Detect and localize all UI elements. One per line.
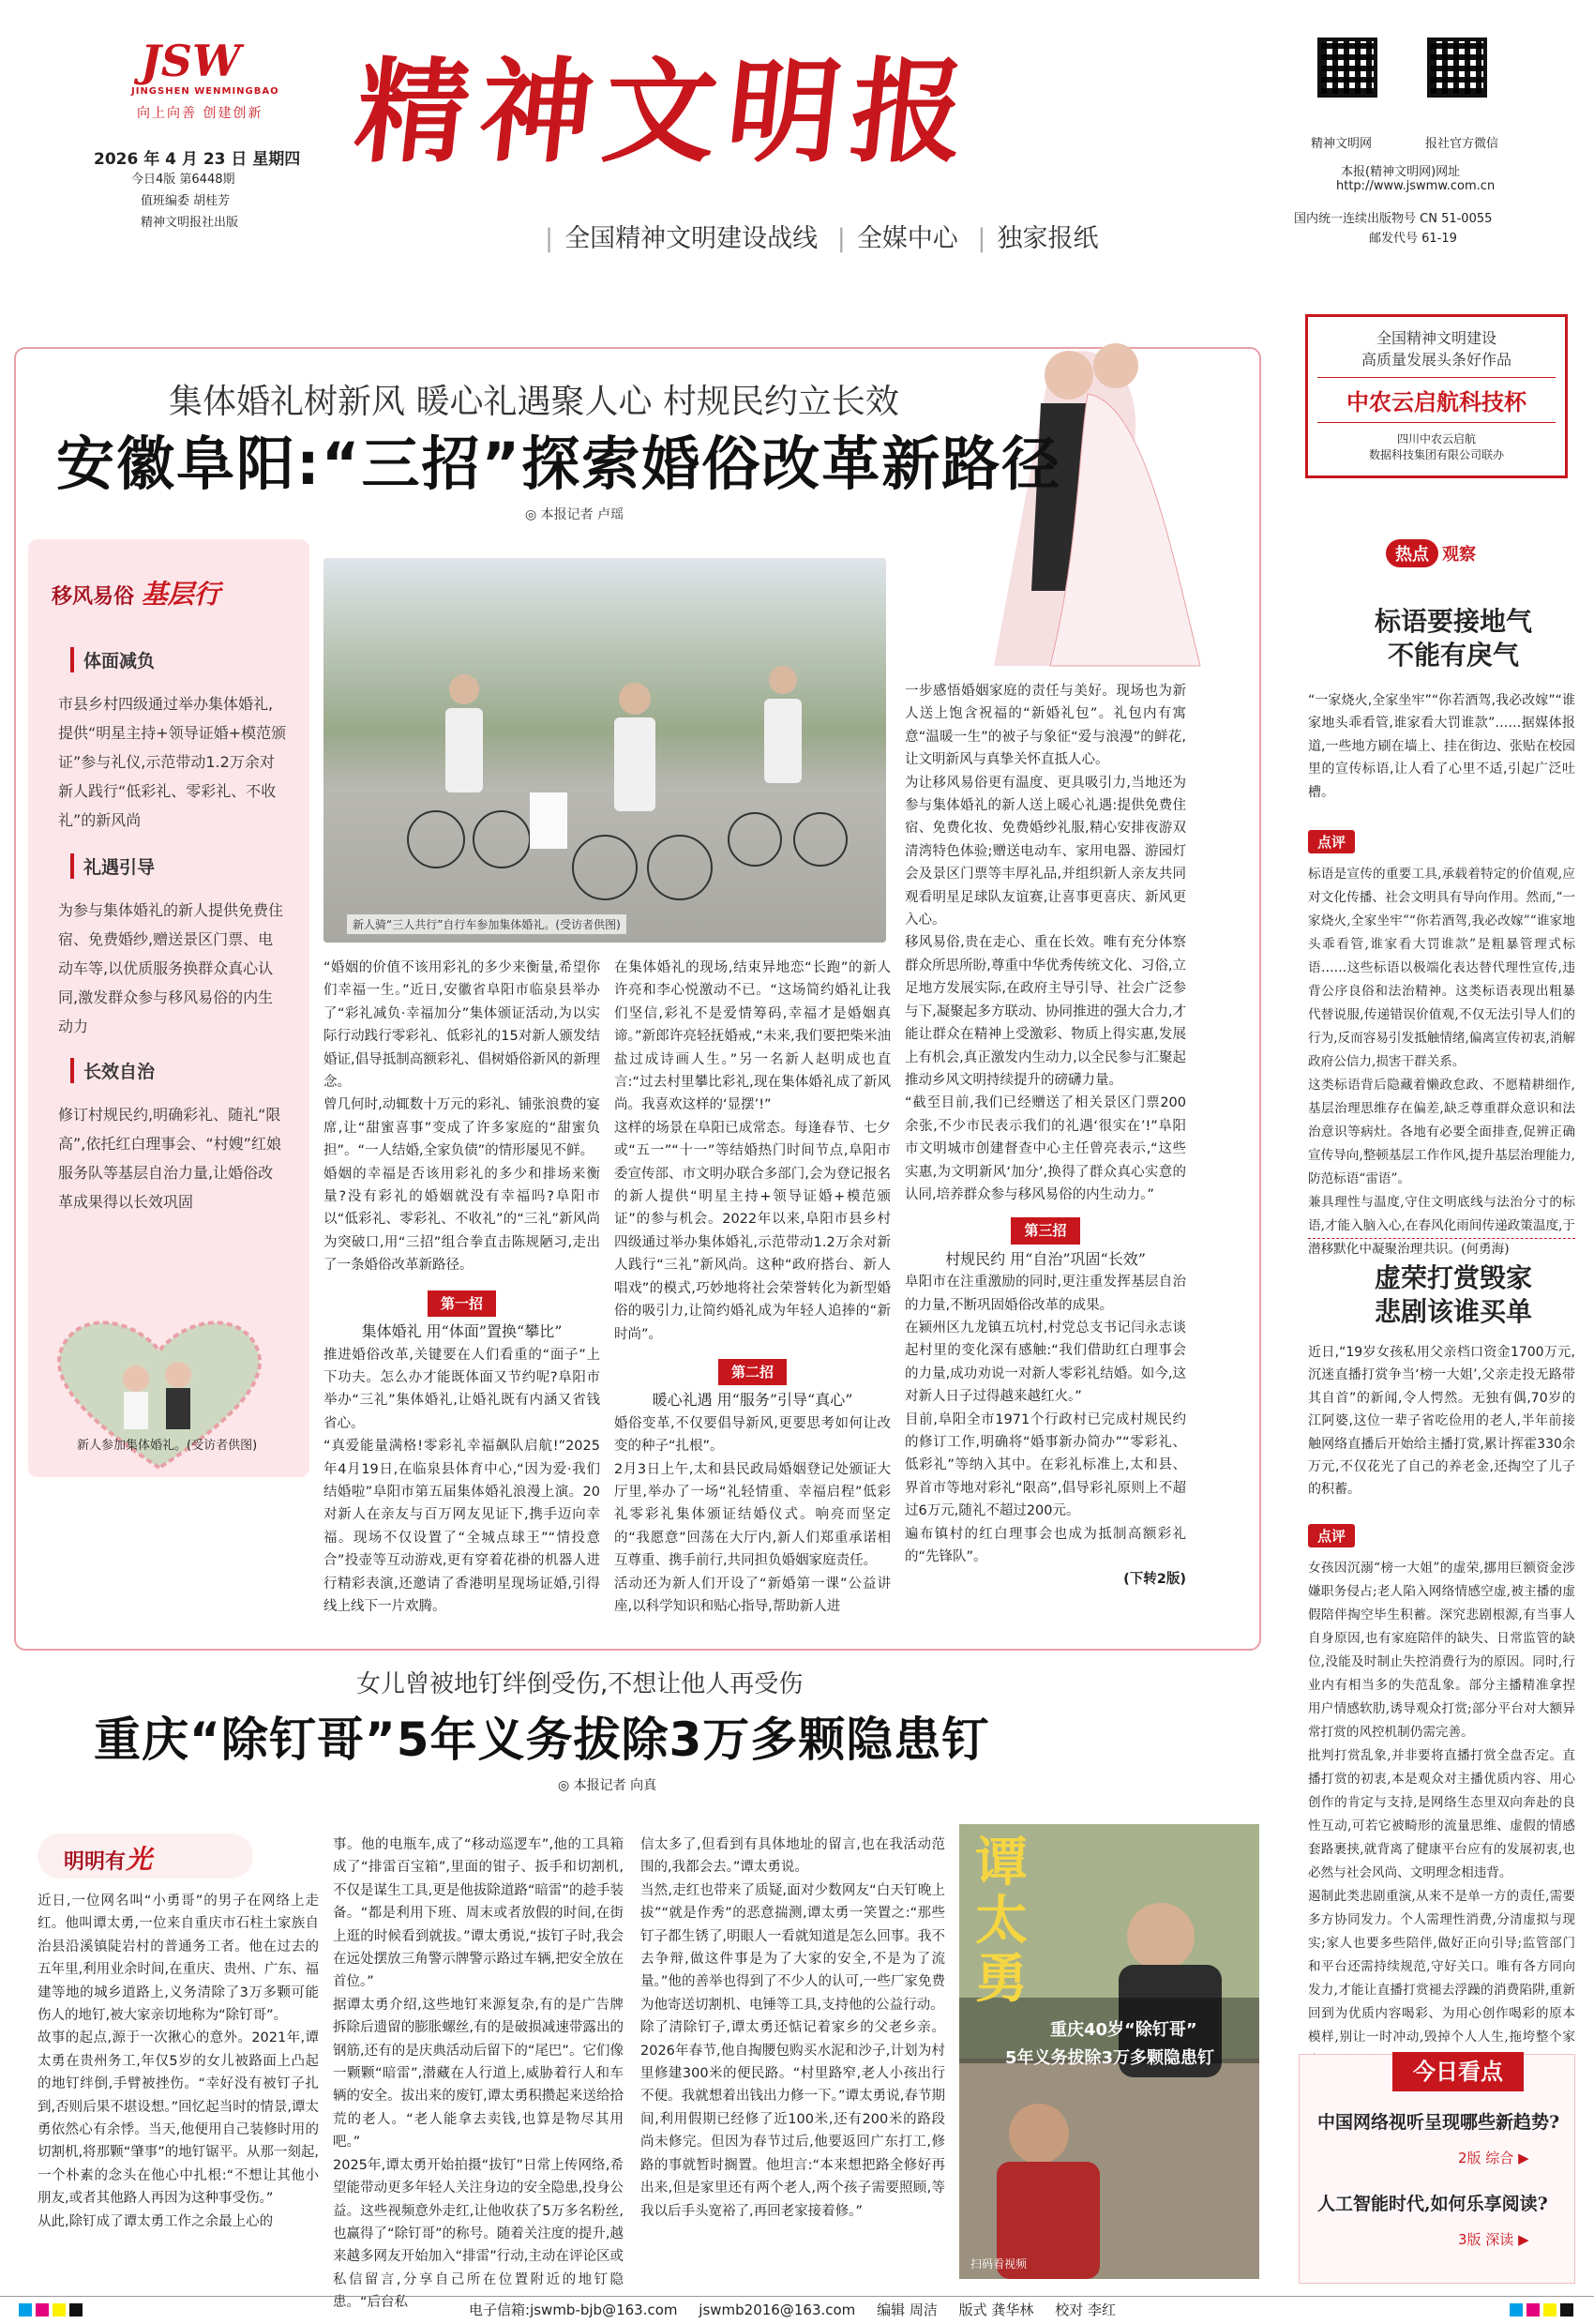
section-tag: 第二招 bbox=[718, 1359, 787, 1385]
publication-number: 国内统一连续出版物号 CN 51-0055 bbox=[1294, 212, 1493, 226]
paragraph: 阜阳市在注重激励的同时,更注重发挥基层自治的力量,不断巩固婚俗改革的成果。 bbox=[905, 1275, 1186, 1313]
paragraph: 在颍州区九龙镇五坑村,村党总支书记闫永志谈起村里的变化深有感触:“我们借助红白理事会的力量,成功劝说一对新人零彩礼结婚。如今,这对新人日子过得越来越红火。” bbox=[905, 1320, 1186, 1405]
today-highlights-title: 今日看点 bbox=[1392, 2052, 1524, 2091]
postal-code: 邮发代号 61-19 bbox=[1369, 232, 1457, 246]
photo-caption: 新人骑“三人共行”自行车参加集体婚礼。(受访者供图) bbox=[347, 914, 626, 934]
paragraph: 这样的场景在阜阳已成常态。每逢春节、七夕或“五一”“十一”等结婚热门时间节点,阜阳市委宣传部、市文明办联合多部门,会为登记报名的新人提供“明星主持+领导证婚+模范颁证”的参与机会。2022年以来,阜阳市县乡村四级通过举办集体婚礼,示范带动1.2万余对新人践行“三礼”新风尚。这种“政府搭台、新人唱戏”的模式,巧妙地将社会荣誉转化为新型婚俗的吸引力,让简约婚礼成为年轻人追捧的“新时尚”。 bbox=[614, 1120, 891, 1342]
footer bbox=[469, 2300, 1133, 2319]
channel-item[interactable]: 全媒中心 bbox=[856, 224, 958, 253]
heart-photo-caption: 新人参加集体婚礼。(受访者供图) bbox=[77, 1439, 258, 1453]
channel-bar: | 全国精神文明建设战线 | 全媒中心 | 独家报纸 bbox=[545, 224, 1099, 253]
story2-headline[interactable]: 重庆“除钉哥”5年义务拔除3万多颗隐患钉 bbox=[94, 1713, 990, 1767]
color-swatch bbox=[19, 2303, 32, 2316]
hot-badge-text: 观察 bbox=[1442, 545, 1476, 565]
qr-code-wechat[interactable] bbox=[1427, 38, 1487, 98]
lead-byline: ◎ 本报记者 卢瑶 bbox=[525, 507, 624, 522]
paragraph: “真爱能量满格!零彩礼幸福飙队启航!”2025年4月19日,在临泉县体育中心,“因为爱·我们结婚啦”阜阳市第五届集体婚礼浪漫上演。20对新人在亲友与百万网友见证下,携手迈向幸福。现场不仅设置了“全城点球王”“情投意合”投壶等互动游戏,更有穿着花褂的机器人进行精彩表演,还邀请了香港明星现场证婚,引得线上线下一片欢腾。 bbox=[323, 1439, 600, 1614]
publisher: 精神文明报社出版 bbox=[141, 216, 239, 230]
divider bbox=[1308, 1238, 1575, 1239]
sidebar-section-text: 为参与集体婚礼的新人提供免费住宿、免费婚纱,赠送景区门票、电动车等,以优质服务换群众真心认同,激发群众参与移风易俗的内生动力 bbox=[58, 901, 284, 1035]
today-item[interactable]: 中国网络视听呈现哪些新趋势? bbox=[1317, 2112, 1560, 2133]
website-label: 本报(精神文明网)网址 bbox=[1341, 165, 1461, 179]
paragraph: 推进婚俗改革,关键要在人们看重的“面子”上下功夫。怎么办才能既体面又节约呢?阜阳市举办“三礼”集体婚礼,让婚礼既有内涵又省钱省心。 bbox=[323, 1347, 600, 1431]
issue-date: 2026 年 4 月 23 日 星期四 bbox=[94, 150, 301, 169]
paragraph: 在集体婚礼的现场,结束异地恋“长跑”的新人许亮和李心悦激动不已。“这场简约婚礼让我们坚信,彩礼不是爱情筹码,幸福才是婚姻真谛。”新郎许亮轻抚婚戒,“未来,我们要把柴米油盐过成诗画人生。”另一名新人赵明成也直言:“过去村里攀比彩礼,现在集体婚礼成了新风尚。我喜欢这样的‘显摆’!” bbox=[614, 960, 891, 1113]
paragraph: 活动还为新人们开设了“新婚第一课”公益讲座,以科学知识和贴心指导,帮助新人进 bbox=[614, 1576, 891, 1614]
ad-sponsor: 四川中农云启航 bbox=[1396, 432, 1476, 445]
channel-item[interactable]: 独家报纸 bbox=[997, 224, 1099, 253]
commentary-2-comment: 女孩因沉溺“榜一大姐”的虚荣,挪用巨额资金涉嫌职务侵占;老人陷入网络情感空虚,被主播的虚假陪伴掏空毕生积蓄。深究悲剧根源,有当事人自身原因,也有家庭陪伴的缺失、日常监管的缺位,没能及时制止失控消费行为的原因。同时,行业内有相当多的失范乱象。部分主播精准拿捏用户情感软肋,诱导观众打赏;部分平台对大额异常打赏的风控机制仍需完善。 批判打赏乱象,并非要将直播打赏全盘否定。直播打赏的初衷,本是观众对主播优质内容、用心创作的肯定与支持,是网络生态里双向奔赴的良性互动,可若它被畸形的流量思维、虚假的情感套路裹挟,就背离了健康平台应有的发展初衷,也必然与社会风尚、文明理念相违背。 遏制此类悲剧重演,从来不是单一方的责任,需要多方协同发力。个人需理性消费,分清虚拟与现实;家人也要多些陪伴,做好正向引导;监管部门和平台还需持续规范,守好关口。唯有各方同向发力,才能让直播打赏褪去浮躁的消费陷阱,重新回到为优质内容喝彩、为用心创作喝彩的原本模样,别让一时冲动,毁掉个人人生,拖垮整个家 bbox=[1308, 1561, 1575, 2045]
scan-video-label[interactable]: 扫码看视频 bbox=[970, 2257, 1028, 2271]
commentary-2-title[interactable]: 虚荣打赏毁家 悲剧该谁买单 bbox=[1374, 1262, 1532, 1327]
footer-rule bbox=[0, 2296, 1594, 2297]
color-swatch bbox=[1560, 2303, 1573, 2316]
commentary-1-text: “一家烧火,全家坐牢”“你若酒驾,我必改嫁”“谁家地头乖看管,谁家看大罚谁款”……据媒体报道,一些地方刷在墙上、挂在街边、张贴在校园里的宣传标语,让人看了心里不适,引起广泛吐槽。 bbox=[1308, 693, 1575, 800]
section-heading: 集体婚礼 用“体面”置换“攀比” bbox=[361, 1322, 563, 1341]
lead-headline[interactable]: 安徽阜阳:“三招”探索婚俗改革新路径 bbox=[56, 430, 1062, 498]
newspaper-logo bbox=[141, 38, 253, 84]
lead-column-3 bbox=[905, 680, 1186, 1592]
logo-slogan: 向上向善 创建创新 bbox=[137, 106, 263, 121]
lead-kicker: 集体婚礼树新风 暖心礼遇聚人心 村规民约立长效 bbox=[169, 383, 899, 421]
qr-label-website: 精神文明网 bbox=[1311, 137, 1373, 151]
paragraph: 曾几何时,动辄数十万元的彩礼、铺张浪费的宴席,让“甜蜜喜事”变成了许多家庭的“甜蜜负担”。“一人结婚,全家负债”的情形屡见不鲜。 bbox=[323, 1097, 600, 1159]
sidebar-section-text: 市县乡村四级通过举办集体婚礼,提供“明星主持+领导证婚+模范颁证”参与礼仪,示范带动1.2万余对新人践行“低彩礼、零彩礼、不收礼”的新风尚 bbox=[58, 695, 287, 829]
paragraph: 2月3日上午,太和县民政局婚姻登记处颁证大厅里,举办了一场“礼轻情重、幸福启程”低彩礼零彩礼集体颁证结婚仪式。响亮而坚定的“我愿意”回荡在大厅内,新人们郑重承诺相互尊重、携手前行,共同担负婚姻家庭责任。 bbox=[614, 1461, 891, 1569]
color-swatch bbox=[53, 2303, 66, 2316]
hot-topic-badge bbox=[1386, 539, 1526, 577]
photo-name-overlay: 谭太勇 bbox=[975, 1832, 1028, 2010]
cycling-wedding-photo bbox=[323, 558, 886, 943]
sidebar-title-main: 移风易俗 bbox=[52, 585, 135, 609]
paragraph: 移风易俗,贵在走心、重在长效。唯有充分体察群众所思所盼,尊重中华优秀传统文化、习俗,立足地方发展实际,在政府主导引导、社会广泛参与下,凝聚起多方联动、协同推进的强大合力,才能让群众在精神上受激彩、物质上得实惠,发展上有机会,真正激发内生动力,以全民参与汇聚起推动乡风文明持续提升的磅礴力量。 bbox=[905, 935, 1186, 1088]
color-swatch bbox=[69, 2303, 83, 2316]
color-swatch bbox=[36, 2303, 49, 2316]
sidebar-section-text: 修订村规民约,明确彩礼、随礼“限高”,依托红白理事会、“村嫂”红娘服务队等基层自治力量,让婚俗改革成果得以长效巩固 bbox=[58, 1106, 281, 1211]
sidebar-section-heading: 体面减负 bbox=[70, 647, 155, 672]
website-url[interactable]: http://www.jswmw.com.cn bbox=[1336, 179, 1496, 193]
column-badge-text: 明明有 bbox=[64, 1850, 127, 1874]
today-item-link[interactable]: 3版 深读 ▶ bbox=[1458, 2231, 1529, 2248]
channel-item[interactable]: 全国精神文明建设战线 bbox=[564, 224, 819, 253]
section-heading: 村规民约 用“自治”巩固“长效” bbox=[945, 1249, 1146, 1268]
issue-pages: 今日4版 第6448期 bbox=[131, 173, 235, 187]
commentary-1-comment: 标语是宣传的重要工具,承载着特定的价值观,应对文化传播、社会文明具有导向作用。然而,“一家烧火,全家坐牢”“你若酒驾,我必改嫁”“谁家地头乖看管,谁家看大罚谁款”是粗暴管理式标语……这些标语以极端化表达替代理性宣传,违背公序良俗和法治精神。这类标语表现出粗暴代替说服,传递错误价值观,不仅无法引导人们的行为,反而容易引发抵触情绪,偏离宣传初衷,消解政府公信力,损害干群关系。 这类标语背后隐藏着懒政怠政、不愿精耕细作,基层治理思维存在偏差,缺乏尊重群众意识和法治意识等病灶。各地有必要全面排查,促辨正确宣传导向,整顿基层工作作风,提升基层治理能力,防范标语“雷语”。 兼具理性与温度,守住文明底线与法治分寸的标语,才能入脑入心,在春风化雨间传递政策温度,于潜移默化中凝聚治理共识。(何勇海) bbox=[1308, 867, 1575, 1257]
photo-overlay-caption: 重庆40岁“除钉哥” bbox=[1050, 2020, 1197, 2040]
footer-email[interactable]: jswmb2016@163.com bbox=[699, 2301, 856, 2318]
today-item[interactable]: 人工智能时代,如何乐享阅读? bbox=[1317, 2194, 1548, 2214]
newspaper-title: 精神文明报 bbox=[349, 46, 983, 178]
photo-overlay-caption: 5年义务拔除3万多颗隐患钉 bbox=[1005, 2048, 1215, 2068]
paragraph: 遍布镇村的红白理事会也成为抵制高额彩礼的“先锋队”。 bbox=[905, 1526, 1186, 1565]
story2-column-1: 近日,一位网名叫“小勇哥”的男子在网络上走红。他叫谭太勇,一位来自重庆市石柱土家族自治县沿溪镇陡岩村的普通务工者。他在过去的五年里,利用业余时间,在重庆、贵州、广东、福建等地的城乡道路上,义务清除了3万多颗可能伤人的地钉,被大家亲切地称为“除钉哥”。 故事的起点,源于一次揪心的意外。2021年,谭太勇在贵州务工,年仅5岁的女儿被路面上凸起的地钉绊倒,手臂被挫伤。“幸好没有被钉子扎到,否则后果不堪设想。”回忆起当时的情景,谭太勇依然心有余悸。当天,他便用自己装修时用的切割机,将那颗“肇事”的地钉锯平。从那一刻起,一个朴素的念头在他心中扎根:“不想让其他小朋友,或者其他路人再因为这种事受伤。” 从此,除钉成了谭太勇工作之余最上心的 bbox=[38, 1894, 319, 2229]
comment-tag-label: 点评 bbox=[1308, 830, 1355, 853]
footer-editor: 编辑 周洁 bbox=[877, 2301, 938, 2318]
logo-mark-text: JSW bbox=[141, 36, 241, 86]
footer-email[interactable]: jswmb-bjb@163.com bbox=[530, 2301, 678, 2318]
section-heading: 暖心礼遇 用“服务”引导“真心” bbox=[652, 1391, 853, 1410]
section-tag: 第三招 bbox=[1011, 1217, 1079, 1244]
color-swatch bbox=[1526, 2303, 1540, 2316]
column-badge-cursive: 光 bbox=[126, 1844, 153, 1875]
paragraph: “截至目前,我们已经赠送了相关景区门票200余张,不少市民表示我们的礼遇‘很实在’!”阜阳市文明城市创建督查中心主任曾亮表示,“这些实惠,为文明新风‘加分’,换得了群众真心实意的认同,培养群众参与移风易俗的内生动力。” bbox=[905, 1095, 1186, 1202]
paragraph: 婚姻的幸福是否该用彩礼的多少和排场来衡量?没有彩礼的婚姻就没有幸福吗?阜阳市以“低彩礼、零彩礼、不收礼”的“三礼”新风尚为突破口,用“三招”组合拳直击陈规陋习,走出了一条婚俗改革新路径。 bbox=[323, 1166, 600, 1274]
logo-english-name: JINGSHEN WENMINGBAO bbox=[131, 86, 279, 97]
column-badge bbox=[38, 1834, 253, 1879]
paragraph: 婚俗变革,不仅要倡导新风,更要思考如何让改变的种子“扎根”。 bbox=[614, 1415, 891, 1455]
sidebar-section-heading: 长效自治 bbox=[70, 1058, 155, 1083]
commentary-1-title[interactable]: 标语要接地气 不能有戾气 bbox=[1374, 606, 1532, 671]
lead-column-2 bbox=[614, 957, 891, 1618]
paragraph: 一步感悟婚姻家庭的责任与美好。现场也为新人送上饱含祝福的“新婚礼包”。礼包内有寓意“温暖一生”的被子与象征“爱与浪漫”的鲜花,让文明新风与真挚关怀直抵人心。 bbox=[905, 684, 1186, 768]
award-ad-box bbox=[1305, 314, 1568, 478]
footer-email-label: 电子信箱: bbox=[469, 2301, 531, 2318]
color-swatch bbox=[1510, 2303, 1523, 2316]
ad-line: 高质量发展头条好作品 bbox=[1361, 351, 1511, 369]
ad-sponsor: 数据科技集团有限公司联办 bbox=[1368, 448, 1504, 461]
paragraph: 为让移风易俗更有温度、更具吸引力,当地还为参与集体婚礼的新人送上暖心礼遇:提供免费住宿、免费化妆、免费婚纱礼服,精心安排夜游双清湾特色体验;赠送电动车、家用电器、游园灯会及景区门票等丰厚礼品,并组织新人亲友共同观看明星足球队友谊赛,让喜事更喜庆、新风更入心。 bbox=[905, 775, 1186, 928]
story2-kicker: 女儿曾被地钉绊倒受伤,不想让他人再受伤 bbox=[356, 1670, 804, 1698]
today-item-link[interactable]: 2版 综合 ▶ bbox=[1458, 2150, 1529, 2166]
comment-tag bbox=[1308, 1524, 1355, 1547]
paragraph: “婚姻的价值不该用彩礼的多少来衡量,希望你们幸福一生。”近日,安徽省阜阳市临泉县举办了“彩礼减负·幸福加分”集体颁证活动,为以实际行动践行零彩礼、低彩礼的15对新人颁发结婚证,倡导抵制高额彩礼、倡树婚俗新风的新理念。 bbox=[323, 960, 600, 1091]
comment-tag bbox=[1308, 830, 1355, 853]
qr-code-website[interactable] bbox=[1317, 38, 1377, 98]
story2-column-2: 事。他的电瓶车,成了“移动巡逻车”,他的工具箱成了“排雷百宝箱”,里面的钳子、扳手和切割机,不仅是谋生工具,更是他拔除道路“暗雷”的趁手装备。“都是利用下班、周末或者放假的时间,在街上逛的时候看到就拔。”谭太勇说,“拔钉子时,我会在远处摆放三角警示牌警示路过车辆,把安全放在首位。” 据谭太勇介绍,这些地钉来源复杂,有的是广告牌拆除后遗留的膨胀螺丝,有的是破损减速带露出的钢筋,还有的是庆典活动后留下的“尾巴”。它们像一颗颗“暗雷”,潜藏在人行道上,威胁着行人和车辆的安全。拔出来的废钉,谭太勇积攒起来送给拾荒的老人。“老人能拿去卖钱,也算是物尽其用吧。” 2025年,谭太勇开始拍摄“拔钉”日常上传网络,希望能带动更多年轻人关注身边的安全隐患,投身公益。这些视频意外走红,让他收获了5万多名粉丝,也赢得了“除钉哥”的称号。随着关注度的提升,越来越多网友开始加入“排雷”行动,主动在评论区或私信留言,分享自己所在位置附近的地钉隐患。“后台私 bbox=[333, 1837, 624, 2311]
footer-proof: 校对 李红 bbox=[1055, 2301, 1116, 2318]
qr-label-wechat: 报社官方微信 bbox=[1425, 137, 1499, 151]
ad-line: 全国精神文明建设 bbox=[1376, 329, 1496, 347]
footer-layout: 版式 龚华林 bbox=[958, 2301, 1034, 2318]
story2-column-3: 信太多了,但看到有具体地址的留言,也在我活动范围的,我都会去。”谭太勇说。 当然,走红也带来了质疑,面对少数网友“白天钉晚上拔”“就是作秀”的恶意揣测,谭太勇一笑置之:“那些钉子都生锈了,明眼人一看就知道是怎么回事。我不去争辩,做这件事是为了大家的安全,不是为了流量。”他的善举也得到了不少人的认可,一些厂家免费为他寄送切割机、电锤等工具,支持他的公益行动。 除了清除钉子,谭太勇还惦记着家乡的父老乡亲。2026年春节,他自掏腰包购买水泥和沙子,计划为村里修建300米的便民路。“村里路窄,老人小孩出行不便。我就想着出钱出力修一下。”谭太勇说,春节期间,利用假期已经修了近100米,还有200米的路段尚未修完。但因为春节过后,他要返回广东打工,修路的事就暂时搁置。他坦言:“本来想把路全修好再出来,但是家里还有两个老人,两个孩子需要照顾,等我以后手头宽裕了,再回老家接着修。” bbox=[640, 1837, 945, 2219]
duty-editor: 值班编委 胡桂芳 bbox=[141, 194, 231, 208]
paragraph: 目前,阜阳全市1971个行政村已完成村规民约的修订工作,明确将“婚事新办简办”“零彩礼、低彩礼”等纳入其中。在彩礼标准上,太和县、界首市等地对彩礼“限高”,倡导彩礼原则上不超过6万元,随礼不超过200元。 bbox=[905, 1411, 1186, 1519]
hot-badge-pill: 热点 bbox=[1386, 539, 1438, 567]
sidebar-title bbox=[52, 574, 220, 611]
ad-title: 中农云启航科技杯 bbox=[1317, 377, 1556, 423]
commentary-2-text: 近日,“19岁女孩私用父亲档口资金1700万元,沉迷直播打赏争当‘榜一大姐’,父亲走投无路带其自首”的新闻,令人愕然。无独有偶,70岁的江阿婆,这位一辈子省吃俭用的老人,半年前接触网络直播后开始给主播打赏,累计挥霍330余万元,不仅花光了自己的养老金,还掏空了儿子的积蓄。 bbox=[1308, 1345, 1575, 1498]
story2-byline: ◎ 本报记者 向真 bbox=[558, 1778, 657, 1793]
sidebar-section-heading: 礼遇引导 bbox=[70, 853, 155, 879]
lead-column-1 bbox=[323, 957, 600, 1618]
section-tag: 第一招 bbox=[428, 1290, 496, 1317]
continued-note[interactable]: (下转2版) bbox=[1123, 1572, 1186, 1588]
color-swatch bbox=[1543, 2303, 1556, 2316]
comment-tag-label: 点评 bbox=[1308, 1524, 1355, 1547]
sidebar-title-cursive: 基层行 bbox=[141, 579, 220, 610]
